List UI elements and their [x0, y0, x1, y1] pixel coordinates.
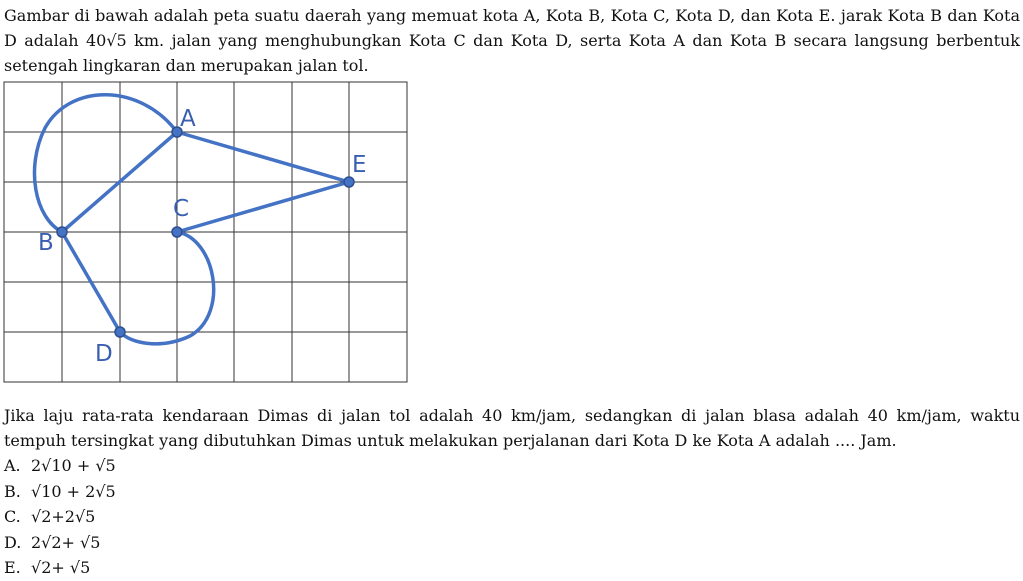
toll-road-c-d: [120, 232, 214, 344]
label-a: A: [180, 106, 196, 132]
option-e[interactable]: [4, 555, 116, 581]
question-paragraph: Jika laju rata-rata kendaraan Dimas di jalan tol adalah 40 km/jam, sedangkan di jalan blasa adalah 40 km/jam, waktu tempuh tersingkat yang dibutuhkan Dimas untuk melakukan perjalanan dari Kota D ke Kota A adalah .... Jam.: [4, 406, 1020, 450]
toll-road-a-b: [34, 95, 177, 232]
label-c: C: [173, 196, 190, 222]
option-text: √2+ √5: [31, 558, 91, 577]
option-b[interactable]: [4, 479, 116, 505]
map-figure: [0, 78, 412, 388]
option-letter: D.: [4, 532, 22, 552]
option-d[interactable]: [4, 530, 116, 556]
option-a[interactable]: [4, 453, 116, 479]
option-text: √2+2√5: [31, 507, 96, 526]
option-text: 2√2+ √5: [31, 532, 101, 552]
option-letter: C.: [4, 507, 21, 526]
option-text: 2√10 + √5: [31, 456, 116, 475]
city-d-point: [115, 327, 125, 337]
option-letter: B.: [4, 481, 21, 501]
option-text: √10 + 2√5: [31, 481, 116, 501]
option-letter: E.: [4, 558, 21, 577]
city-c-point: [172, 227, 182, 237]
intro-paragraph: Gambar di bawah adalah peta suatu daerah yang memuat kota A, Kota B, Kota C, Kota D, dan Kota E. jarak Kota B dan Kota D adalah 40√5 km. jalan yang menghubungkan Kota C dan Kota D, serta Kota A dan Kota B secara langsung berbentuk setengah lingkaran dan merupakan jalan tol.: [4, 6, 1020, 75]
label-d: D: [95, 341, 113, 367]
road-c-e: [177, 182, 349, 232]
answer-options: [4, 453, 116, 581]
road-a-e: [177, 132, 349, 182]
option-c[interactable]: [4, 504, 116, 530]
label-e: E: [352, 152, 367, 178]
label-b: B: [38, 230, 54, 256]
city-b-point: [57, 227, 67, 237]
option-letter: A.: [4, 456, 21, 475]
city-e-point: [344, 177, 354, 187]
